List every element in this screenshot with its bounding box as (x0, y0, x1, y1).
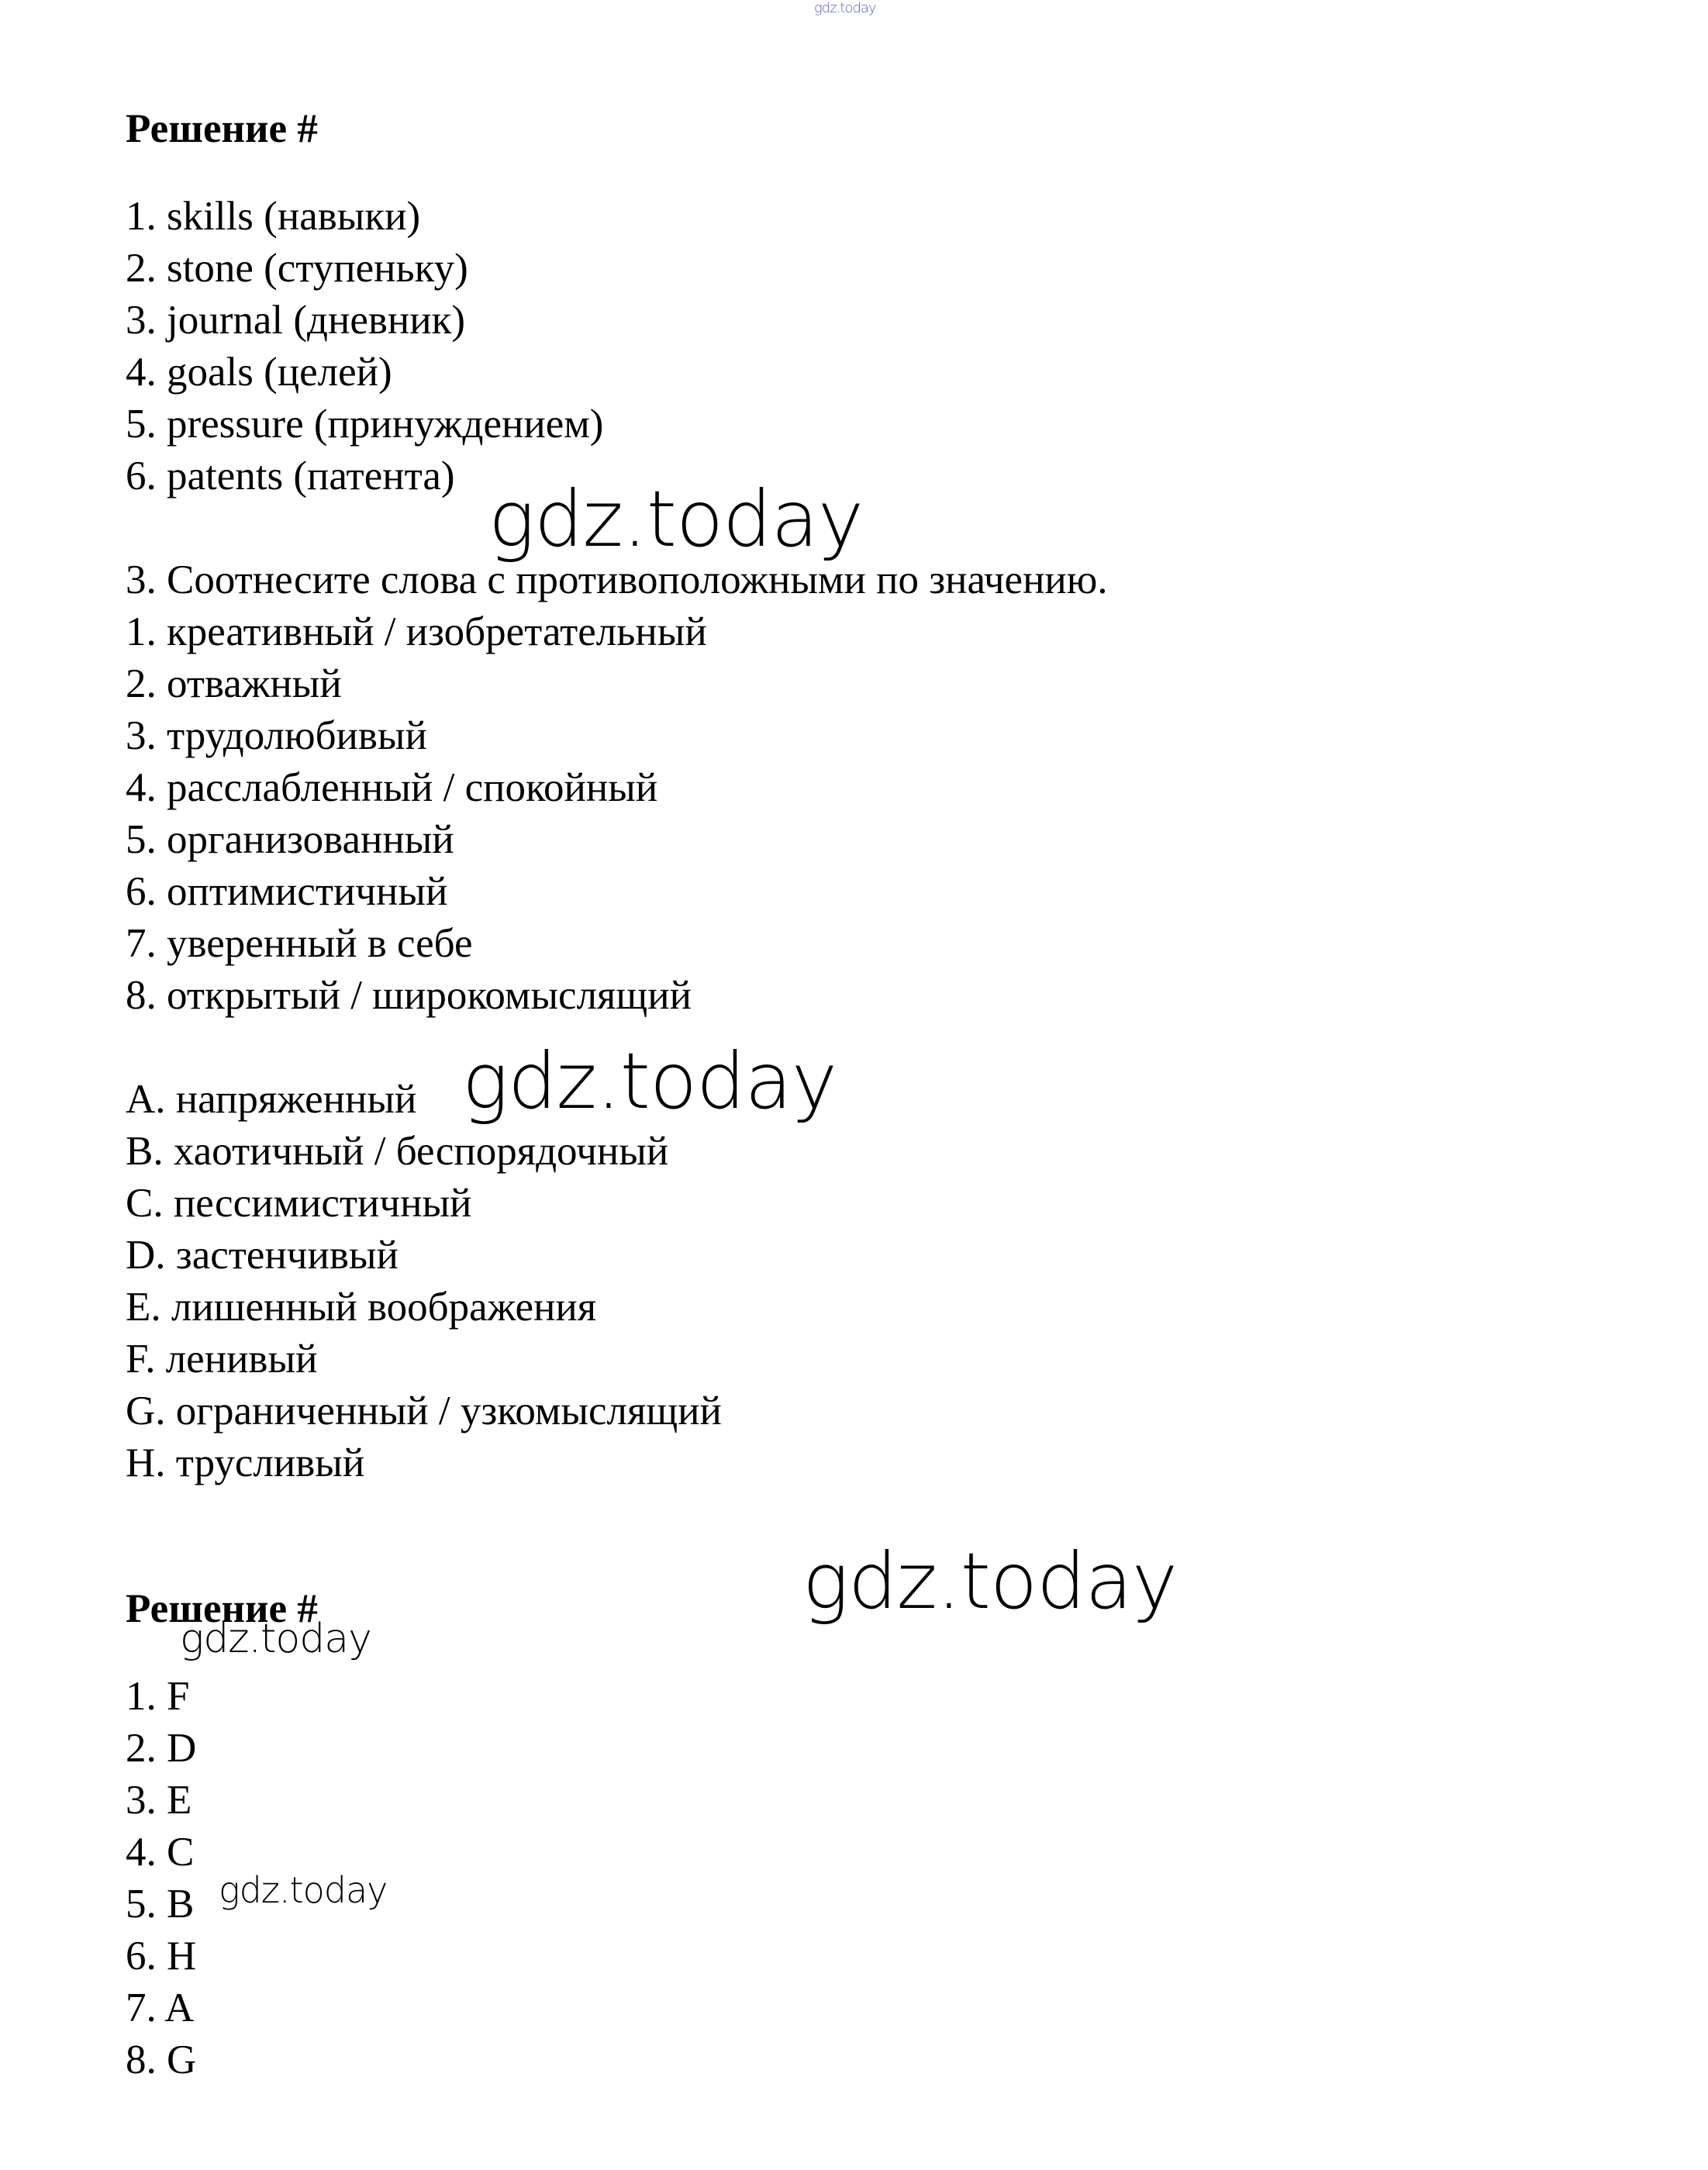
header-watermark: gdz.today (814, 0, 876, 16)
answer-item: 1. skills (навыки) (126, 194, 421, 239)
answer-key-item: 4. C (126, 1830, 195, 1875)
solution-heading-1: Решение # (126, 106, 318, 151)
opposite-item: A. напряженный (126, 1077, 417, 1122)
watermark: gdz.today (462, 1036, 837, 1126)
answer-key-item: 2. D (126, 1726, 197, 1771)
word-item: 8. открытый / широкомыслящий (126, 973, 692, 1018)
watermark: gdz.today (219, 1869, 388, 1911)
opposite-item: G. ограниченный / узкомыслящий (126, 1389, 722, 1433)
word-item: 6. оптимистичный (126, 869, 448, 914)
answer-key-item: 6. H (126, 1934, 197, 1979)
word-item: 5. организованный (126, 817, 454, 862)
opposite-item: C. пессимистичный (126, 1181, 472, 1226)
answer-key-item: 3. E (126, 1778, 192, 1823)
word-item: 1. креативный / изобретательный (126, 609, 707, 654)
answer-item: 3. journal (дневник) (126, 298, 466, 343)
opposite-item: E. лишенный воображения (126, 1285, 597, 1330)
answer-key-item: 1. F (126, 1674, 190, 1719)
answer-key-item: 8. G (126, 2037, 197, 2082)
answer-item: 4. goals (целей) (126, 350, 392, 395)
watermark: gdz.today (180, 1616, 371, 1662)
word-item: 7. уверенный в себе (126, 921, 473, 966)
opposite-item: B. хаотичный / беспорядочный (126, 1129, 669, 1174)
watermark: gdz.today (802, 1536, 1178, 1627)
answer-item: 5. pressure (принуждением) (126, 402, 604, 447)
word-item: 3. трудолюбивый (126, 713, 427, 758)
opposite-item: D. застенчивый (126, 1233, 399, 1278)
answer-item: 6. patents (патента) (126, 454, 455, 499)
exercise-instruction: 3. Соотнесите слова с противоположными по значению. (126, 557, 1108, 602)
word-item: 2. отважный (126, 661, 342, 706)
opposite-item: F. ленивый (126, 1337, 318, 1382)
watermark: gdz.today (488, 474, 864, 564)
solution-heading-2: Решение # (126, 1586, 318, 1631)
word-item: 4. расслабленный / спокойный (126, 765, 658, 810)
answer-key-item: 7. A (126, 1985, 195, 2030)
answer-item: 2. stone (ступеньку) (126, 246, 468, 291)
answer-key-item: 5. B (126, 1882, 195, 1927)
opposite-item: H. трусливый (126, 1440, 365, 1485)
